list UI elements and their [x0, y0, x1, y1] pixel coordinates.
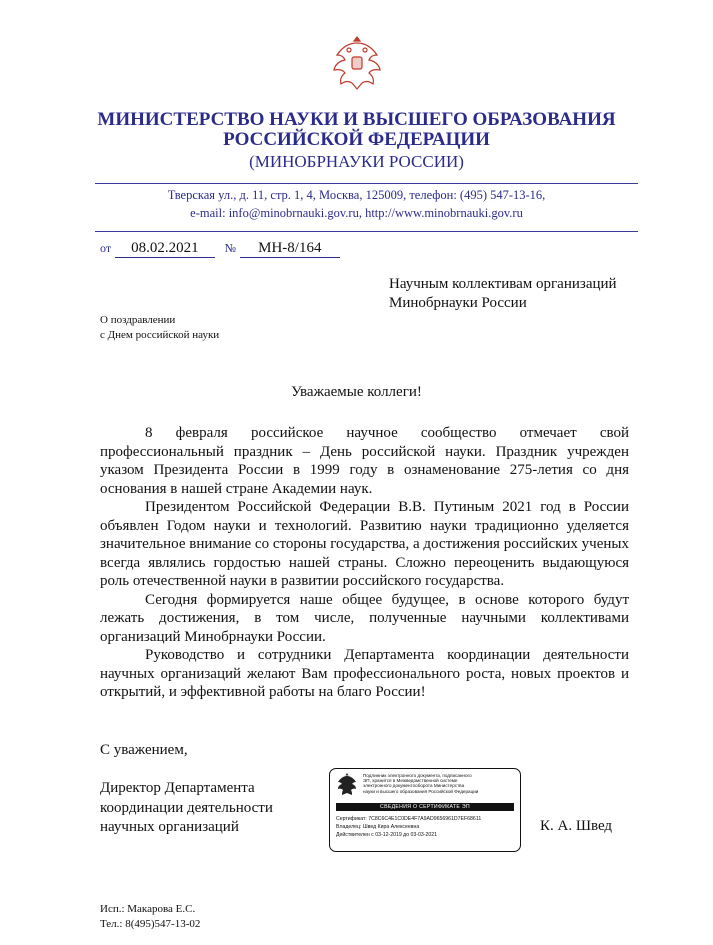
document-subject: [100, 313, 219, 343]
stamp-certificate-bar: СВЕДЕНИЯ О СЕРТИФИКАТЕ ЭП: [336, 803, 514, 811]
addressee-line2: Минобрнауки России: [389, 295, 527, 311]
body-paragraph-1: 8 февраля российское научное сообщество отмечает свой профессиональный праздник – День российской науки. Праздник учрежден указом Президента России в 1999 году в ознаменование 275-летия со дня основания в нашей стране Академии наук.: [100, 425, 629, 497]
address-line1: Тверская ул., д. 11, стр. 1, 4, Москва, 125009, телефон: (495) 547-13-16,: [167, 188, 546, 202]
ministry-name: [0, 110, 713, 150]
number-label: №: [224, 241, 237, 255]
ministry-address: [0, 186, 713, 222]
registration-line: [100, 240, 340, 258]
letter-body: [100, 424, 629, 702]
stamp-owner: Владелец: Швед Кира Алексеевна: [336, 824, 420, 830]
signer-position: [100, 779, 273, 838]
ministry-name-line2: РОССИЙСКОЙ ФЕДЕРАЦИИ: [223, 129, 490, 150]
addressee: [389, 275, 617, 313]
ministry-name-line1: МИНИСТЕРСТВО НАУКИ И ВЫСШЕГО ОБРАЗОВАНИЯ: [97, 109, 616, 130]
date-label: от: [100, 241, 112, 255]
addressee-line1: Научным коллективам организаций: [389, 276, 617, 292]
greeting: Уважаемые коллеги!: [291, 384, 422, 400]
header-divider-top: [95, 183, 638, 184]
stamp-header-line1: Подлинник электронного документа, подписанного: [363, 773, 472, 778]
closing-regards: С уважением,: [100, 742, 188, 758]
subject-line2: с Днем российской науки: [100, 329, 220, 341]
body-paragraph-4: Руководство и сотрудники Департамента координации деятельности научных организаций желают Вам профессионального роста, новых проектов и открытий, и эффективной работы на благо России!: [100, 647, 629, 700]
electronic-signature-stamp: [329, 768, 521, 852]
executor-info: [100, 902, 200, 932]
stamp-emblem-icon: [336, 773, 358, 797]
stamp-validity: Действителен с 03-12-2019 до 03-03-2021: [336, 832, 438, 838]
stamp-certificate: Сертификат: 7C8C6C4E1C0DE4F7A9AD9656961D7EF68611: [336, 816, 482, 822]
address-line2: e-mail: info@minobrnauki.gov.ru, http://www.minobrnauki.gov.ru: [190, 206, 523, 220]
signer-name: К. А. Швед: [540, 818, 613, 834]
signer-position-line1: Директор Департамента: [100, 780, 255, 796]
stamp-header-line2: ЭП, хранится в Межведомственной системе: [363, 778, 458, 784]
executor-phone: Тел.: 8(495)547-13-02: [100, 918, 201, 930]
document-date: 08.02.2021: [115, 240, 215, 258]
subject-line1: О поздравлении: [100, 314, 176, 326]
signer-position-line2: координации деятельности: [100, 799, 273, 816]
signer-position-line3: научных организаций: [100, 819, 239, 835]
document-number: МН-8/164: [240, 240, 340, 258]
executor-name: Исп.: Макарова Е.С.: [100, 903, 196, 915]
stamp-header-line3: электронного документооборота Министерства: [363, 783, 465, 789]
russian-coat-of-arms-icon: [329, 33, 385, 93]
ministry-short-name: (МИНОБРНАУКИ РОССИИ): [249, 152, 464, 171]
body-paragraph-2: Президентом Российской Федерации В.В. Путиным 2021 год в России объявлен Годом науки и технологий. Развитию науки традиционно уделяется значительное внимание со стороны государства, а достижения российских ученых всегда являлись гордостью нашей страны. Сложно переоценить выдающуюся роль отечественной науки в развитии российского государства.: [100, 499, 629, 589]
stamp-header-line4: науки и высшего образования Российской Федерации: [363, 788, 479, 794]
header-divider-bottom: [95, 231, 638, 232]
body-paragraph-3: Сегодня формируется наше общее будущее, в основе которого будут лежать достижения, в том числе, полученные научными коллективами организаций Минобрнауки России.: [100, 591, 629, 645]
stamp-header: [363, 773, 518, 794]
stamp-certificate-info: [336, 815, 516, 839]
